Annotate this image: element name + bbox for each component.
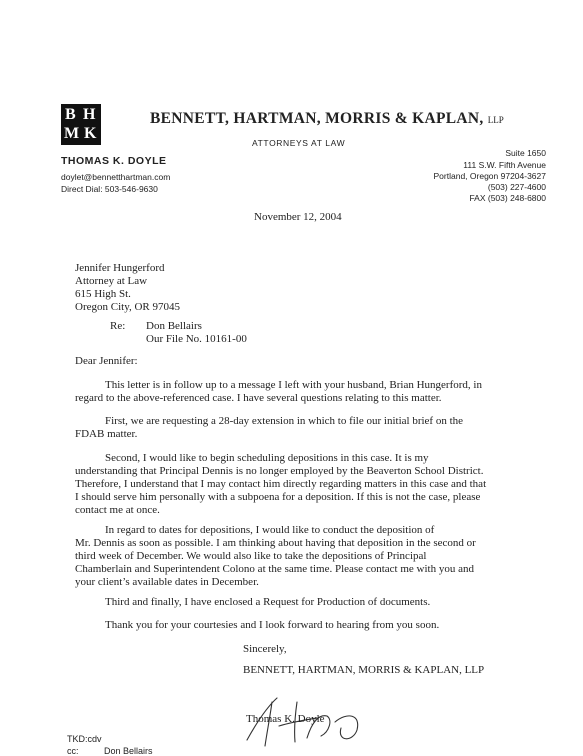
letter-date: November 12, 2004 (254, 211, 342, 223)
paragraph-line: I should serve him personally with a subpoena for a deposition. If this is not the case, please (75, 491, 481, 503)
logo-letter-h: H (83, 106, 96, 123)
paragraph-line: third week of December. We would also like to take the depositions of Principal (75, 550, 427, 562)
re-file-number: Our File No. 10161-00 (146, 333, 247, 345)
body-paragraph-6: Thank you for your courtesies and I look forward to hearing from you soon. (105, 619, 440, 631)
logo-letter-k: K (84, 125, 97, 142)
firm-suffix: LLP (487, 115, 504, 125)
recipient-city: Oregon City, OR 97045 (75, 301, 181, 313)
body-paragraph-2 (75, 415, 463, 441)
body-paragraph-3 (75, 452, 486, 517)
paragraph-line: regard to the above-referenced case. I have several questions relating to this matter. (75, 392, 442, 404)
body-paragraph-1 (75, 379, 482, 405)
recipient-title: Attorney at Law (75, 275, 148, 287)
firm-name (150, 110, 504, 128)
paragraph-line: In regard to dates for depositions, I would like to conduct the deposition of (105, 524, 435, 536)
paragraph-line: understanding that Principal Dennis is no longer employed by the Beaverton School District. (75, 465, 484, 477)
firm-name-text: BENNETT, HARTMAN, MORRIS & KAPLAN, (150, 110, 484, 127)
cc-name: Don Bellairs (104, 746, 153, 756)
logo-letter-b: B (65, 106, 76, 123)
firm-logo (61, 104, 101, 145)
closing-sincerely: Sincerely, (243, 643, 287, 655)
typist-initials: TKD:cdv (67, 734, 102, 744)
closing-firm: BENNETT, HARTMAN, MORRIS & KAPLAN, LLP (243, 664, 485, 676)
address-street: 111 S.W. Fifth Avenue (463, 160, 546, 170)
logo-letter-m: M (64, 125, 80, 142)
paragraph-line: Therefore, I understand that I may contact him directly regarding matters in this case and that (75, 478, 487, 490)
paragraph-line: your client’s available dates in December. (75, 576, 259, 588)
re-label: Re: (110, 320, 126, 332)
address-city: Portland, Oregon 97204-3627 (433, 171, 546, 181)
attorney-direct-dial: Direct Dial: 503-546-9630 (61, 184, 158, 194)
paragraph-line: This letter is in follow up to a message I left with your husband, Brian Hungerford, in (105, 379, 482, 391)
recipient-street: 615 High St. (75, 288, 131, 300)
re-subject: Don Bellairs (146, 320, 202, 332)
paragraph-line: Mr. Dennis as soon as possible. I am thinking about having that deposition in the second or (75, 537, 476, 549)
paragraph-line: First, we are requesting a 28-day extension in which to file our initial brief on the (105, 415, 464, 427)
attorney-name: THOMAS K. DOYLE (61, 155, 167, 167)
paragraph-line: Second, I would like to begin scheduling depositions in this case. It is my (105, 452, 429, 464)
body-paragraph-4 (75, 524, 476, 589)
recipient-name: Jennifer Hungerford (75, 262, 165, 274)
salutation: Dear Jennifer: (75, 355, 138, 367)
attorney-email: doylet@bennetthartman.com (61, 172, 171, 182)
signer-name: Thomas K. Doyle (246, 713, 325, 725)
paragraph-line: Chamberlain and Superintendent Colono at the same time. Please contact me with you and (75, 563, 474, 575)
address-suite: Suite 1650 (505, 148, 546, 158)
firm-tagline: ATTORNEYS AT LAW (252, 138, 346, 148)
cc-label: cc: (67, 746, 79, 756)
body-paragraph-5: Third and finally, I have enclosed a Request for Production of documents. (105, 596, 431, 608)
paragraph-line: contact me at once. (75, 504, 160, 516)
address-fax: FAX (503) 248-6800 (469, 193, 546, 203)
paragraph-line: FDAB matter. (75, 428, 138, 440)
address-phone: (503) 227-4600 (487, 182, 546, 192)
